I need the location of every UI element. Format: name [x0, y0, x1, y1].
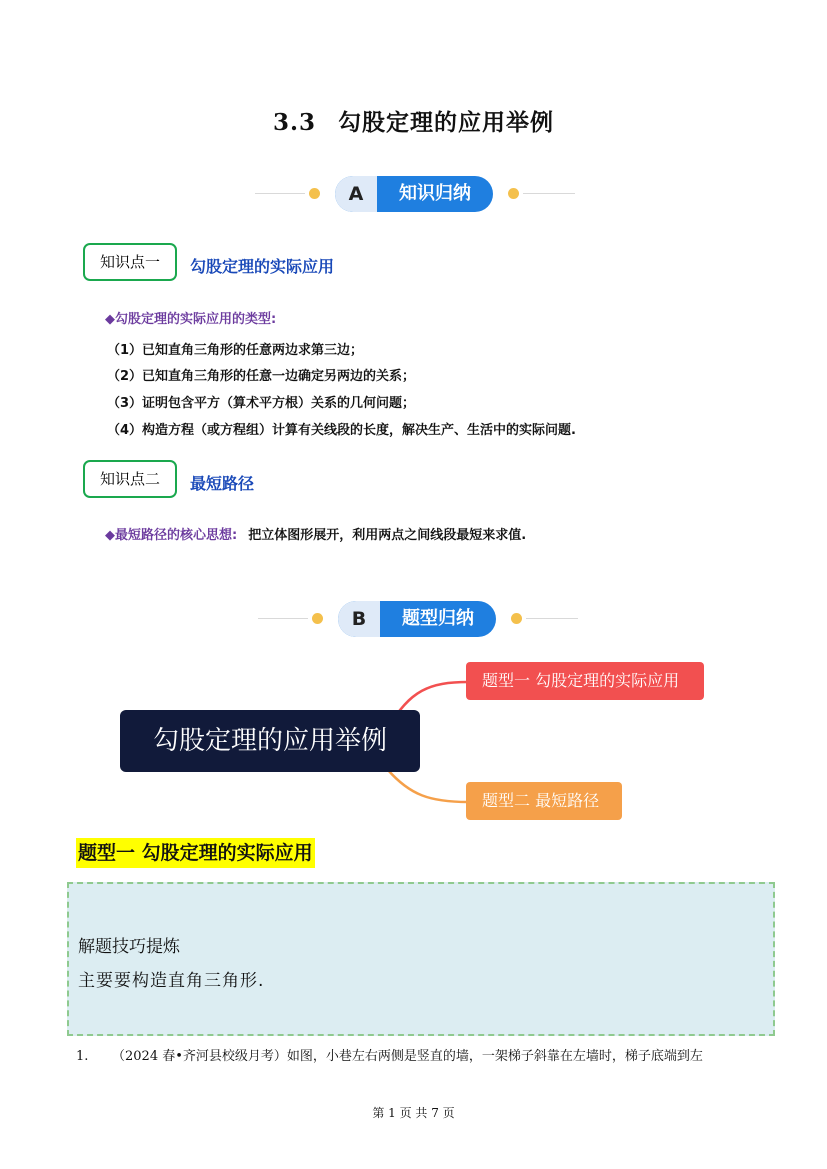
question-text: （2024 春•齐河县校级月考）如图，小巷左右两侧是竖直的墙，一架梯子斜靠在左墙时，梯子底端到左	[112, 1049, 703, 1064]
question-number: 1.	[76, 1049, 89, 1064]
tip-title: 解题技巧提炼	[78, 937, 180, 957]
list-item: （4）构造方程（或方程组）计算有关线段的长度，解决生产、生活中的实际问题.	[107, 423, 576, 438]
section-b-letter: B	[338, 601, 380, 637]
banner-left-line	[258, 618, 308, 619]
document-title	[0, 104, 827, 137]
section-b-pill	[338, 601, 496, 637]
tip-box	[67, 882, 775, 1036]
list-item: （2）已知直角三角形的任意一边确定另两边的关系；	[107, 369, 416, 384]
mindmap-branch-type-2: 题型二 最短路径	[466, 782, 622, 820]
type-1-heading: 题型一 勾股定理的实际应用	[76, 838, 315, 868]
list-item: （1）已知直角三角形的任意两边求第三边；	[107, 343, 364, 358]
section-a-label: 知识归纳	[399, 183, 471, 204]
tip-text: 主要要构造直角三角形.	[78, 971, 265, 991]
section-a-pill	[335, 176, 493, 212]
banner-right-line	[526, 618, 578, 619]
banner-right-dot	[511, 613, 522, 624]
banner-left-dot	[312, 613, 323, 624]
core-idea-label: ◆最短路径的核心思想:	[105, 528, 238, 543]
section-a-banner	[255, 176, 575, 212]
section-number: 3.3	[272, 109, 316, 136]
banner-left-line	[255, 193, 305, 194]
knowledge-point-1-badge: 知识点一	[83, 243, 177, 281]
core-idea-text: 把立体图形展开，利用两点之间线段最短来求值.	[248, 528, 527, 543]
list-item: （3）证明包含平方（算术平方根）关系的几何问题；	[107, 396, 416, 411]
connector-orange	[388, 770, 468, 802]
question-1	[76, 1045, 703, 1064]
section-b-banner	[258, 601, 578, 637]
types-heading: ◆勾股定理的实际应用的类型:	[105, 312, 277, 327]
knowledge-point-2-title: 最短路径	[190, 474, 255, 493]
knowledge-point-1-title: 勾股定理的实际应用	[190, 257, 335, 276]
section-b-label: 题型归纳	[402, 608, 474, 629]
knowledge-point-2-badge: 知识点二	[83, 460, 177, 498]
page-footer: 第 1 页 共 7 页	[372, 1106, 455, 1120]
mindmap-root: 勾股定理的应用举例	[120, 710, 420, 772]
banner-right-line	[523, 193, 575, 194]
mindmap-branch-type-1: 题型一 勾股定理的实际应用	[466, 662, 704, 700]
banner-right-dot	[508, 188, 519, 199]
title-text: 勾股定理的应用举例	[338, 109, 554, 136]
core-idea-line	[105, 524, 526, 543]
banner-left-dot	[309, 188, 320, 199]
section-a-letter: A	[335, 176, 377, 212]
